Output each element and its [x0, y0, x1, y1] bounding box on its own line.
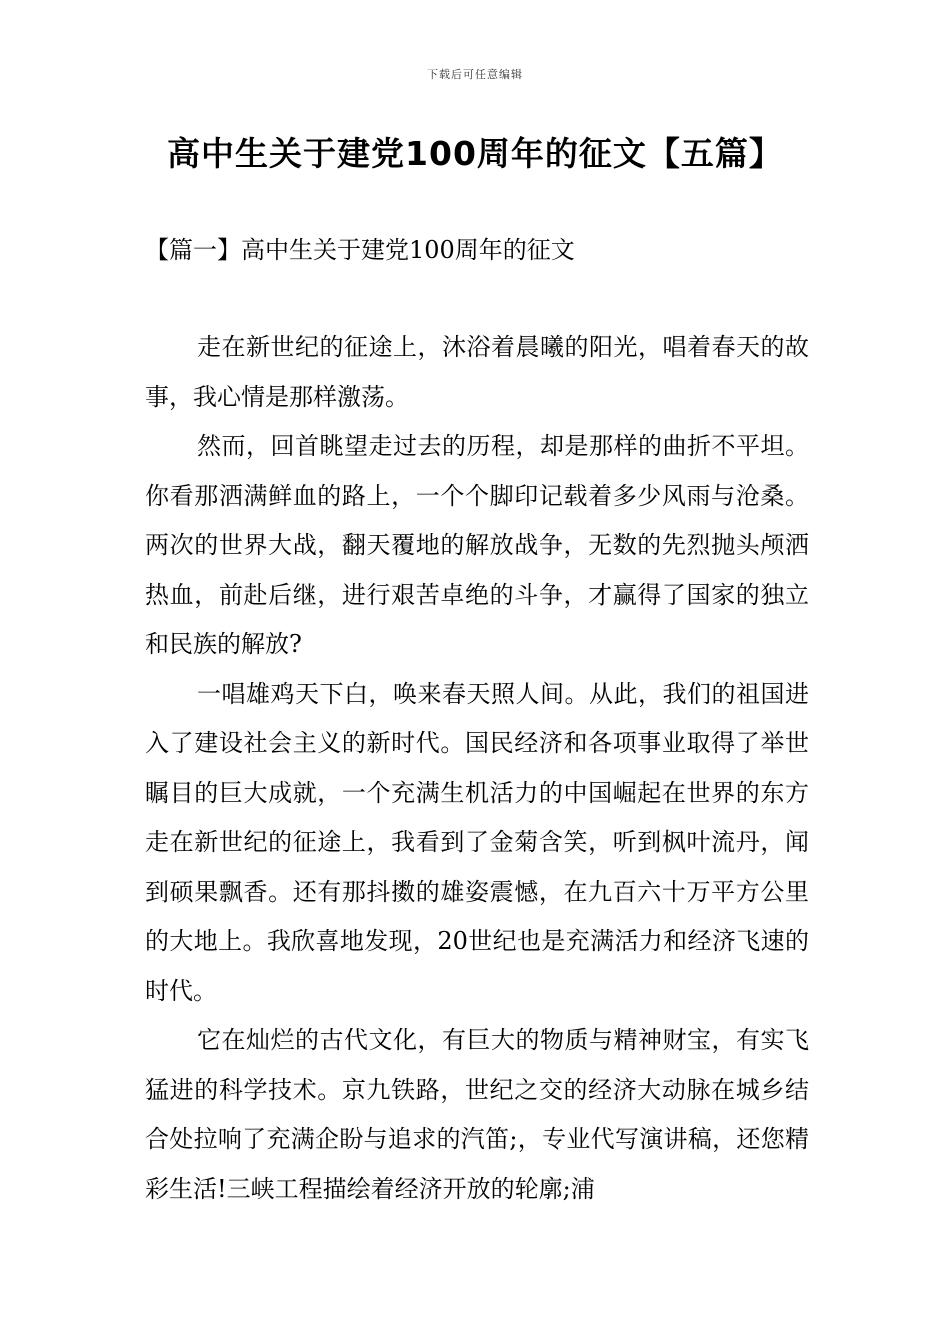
paragraph: 它在灿烂的古代文化，有巨大的物质与精神财宝，有实飞猛进的科学技术。京九铁路，世纪之交的经济大动脉在城乡结合处拉响了充满企盼与追求的汽笛;，专业代写演讲稿，还您精彩生活!三峡工程描绘着经济开放的轮廓;浦 [145, 1026, 809, 1203]
body-text [145, 323, 809, 1214]
document-title: 高中生关于建党100周年的征文【五篇】 [167, 134, 783, 173]
paragraph: 然而，回首眺望走过去的历程，却是那样的曲折不平坦。你看那洒满鲜血的路上，一个个脚印记载着多少风雨与沧桑。两次的世界大战，翻天覆地的解放战争，无数的先烈抛头颅洒热血，前赴后继，进行艰苦卓绝的斗争，才赢得了国家的独立和民族的解放? [145, 432, 809, 658]
paragraph: 走在新世纪的征途上，沐浴着晨曦的阳光，唱着春天的故事，我心情是那样激荡。 [145, 333, 809, 411]
section-heading: 【篇一】高中生关于建党100周年的征文 [145, 236, 575, 264]
paragraph: 一唱雄鸡天下白，唤来春天照人间。从此，我们的祖国进入了建设社会主义的新时代。国民经济和各项事业取得了举世瞩目的巨大成就，一个充满生机活力的中国崛起在世界的东方走在新世纪的征途上，我看到了金菊含笑，听到枫叶流丹，闻到硕果飘香。还有那抖擞的雄姿震憾，在九百六十万平方公里的大地上。我欣喜地发现，20世纪也是充满活力和经济飞速的时代。 [145, 679, 809, 1005]
header-note: 下载后可任意编辑 [427, 68, 523, 81]
